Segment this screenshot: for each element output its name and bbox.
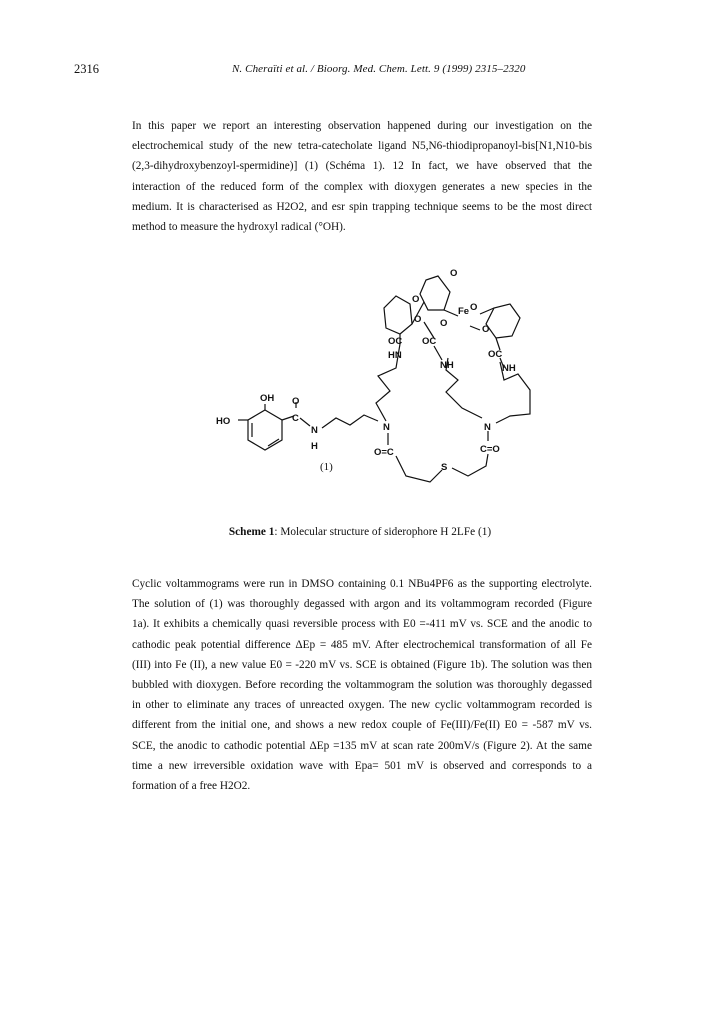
- intro-paragraph: [132, 116, 592, 237]
- text-line: SCE, the anodic to cathodic potential ΔEp =135 mV at scan rate 200mV/s (Figure 2). At the same: [132, 739, 592, 752]
- text-line: method to measure the hydroxyl radical (°OH).: [132, 221, 346, 234]
- amide-h-label: H: [311, 441, 318, 452]
- text-line: time a new irreversible oxidation wave with Epa= 501 mV is observed and corresponds to a: [132, 759, 592, 772]
- text-line: interaction of the reduced form of the complex with dioxygen generates a new species in the: [132, 180, 592, 193]
- nh-label: NH: [502, 363, 516, 374]
- text-line: In this paper we report an interesting observation happened during our investigation on the: [132, 120, 592, 132]
- oh-label: OH: [260, 393, 275, 404]
- ho-label: HO: [216, 416, 231, 427]
- page-number: 2316: [74, 62, 99, 76]
- co-right-label: C=O: [480, 444, 500, 455]
- running-header: N. Cheraïti et al. / Bioorg. Med. Chem. Lett. 9 (1999) 2315–2320: [232, 63, 526, 75]
- molecular-structure-figure: [200, 258, 540, 488]
- n-right-label: N: [484, 422, 491, 433]
- o-label: O: [482, 324, 490, 335]
- text-line: different from the initial one, and shows a new redox couple of Fe(III)/Fe(II) E0 = -587 mV vs.: [132, 719, 592, 732]
- text-line: cathodic peak potential difference ΔEp = 485 mV. After electrochemical transformation of all Fe: [132, 638, 592, 651]
- o-label: O: [414, 314, 422, 325]
- text-line: (III) into Fe (II), a new value E0 = -220 mV vs. SCE is obtained (Figure 1b). The solution was then: [132, 658, 592, 671]
- text-line: Cyclic voltammograms were run in DMSO containing 0.1 NBu4PF6 as the supporting electrolyte.: [132, 578, 592, 590]
- c-label: C: [292, 413, 299, 424]
- scheme-caption-label: Scheme 1: [228, 526, 275, 538]
- text-line: The solution of (1) was thoroughly degassed with argon and its voltammogram recorded (Figure: [132, 598, 592, 611]
- text-line: medium. It is characterised as H2O2, and esr spin trapping technique seems to be the most direct: [132, 200, 592, 213]
- n-center-label: N: [383, 422, 390, 433]
- oc-label: OC: [488, 349, 503, 360]
- text-line: 1a). It exhibits a chemically quasi reversible process with E0 =-411 mV vs. SCE and the anodic to: [132, 618, 592, 631]
- scheme-caption: [0, 526, 720, 538]
- oc-label: OC: [388, 336, 403, 347]
- hn-label: HN: [388, 350, 402, 361]
- text-line: electrochemical study of the new tetra-catecholate ligand N5,N6-thiodipropanoyl-bis[N1,N10-bis: [132, 140, 592, 153]
- text-line: in other to eliminate any traces of unreacted oxygen. The new cyclic voltammogram recorded is: [132, 699, 592, 712]
- text-line: bubbled with dioxygen. Before recording the voltammogram the solution was thoroughly degassed: [132, 679, 592, 692]
- o-label: O: [440, 318, 448, 329]
- s-label: S: [441, 462, 448, 473]
- nh-label: NH: [440, 360, 454, 371]
- text-line: (2,3-dihydroxybenzoyl-spermidine)] (1) (Schéma 1). 12 In fact, we have observed that the: [132, 160, 592, 173]
- amide-n-label: N: [311, 425, 318, 436]
- compound-number-label: (1): [320, 461, 333, 473]
- oc-left-label: O=C: [374, 447, 394, 458]
- o-carbonyl-label: O: [292, 396, 300, 407]
- text-line: formation of a free H2O2.: [132, 780, 251, 793]
- fe-label: Fe: [458, 306, 470, 317]
- o-label: O: [412, 294, 420, 305]
- scheme-caption-text: : Molecular structure of siderophore H 2LFe (1): [274, 526, 492, 538]
- o-label: O: [470, 302, 478, 313]
- o-label: O: [450, 268, 458, 279]
- voltammetry-paragraph: [132, 574, 592, 796]
- oc-label: OC: [422, 336, 437, 347]
